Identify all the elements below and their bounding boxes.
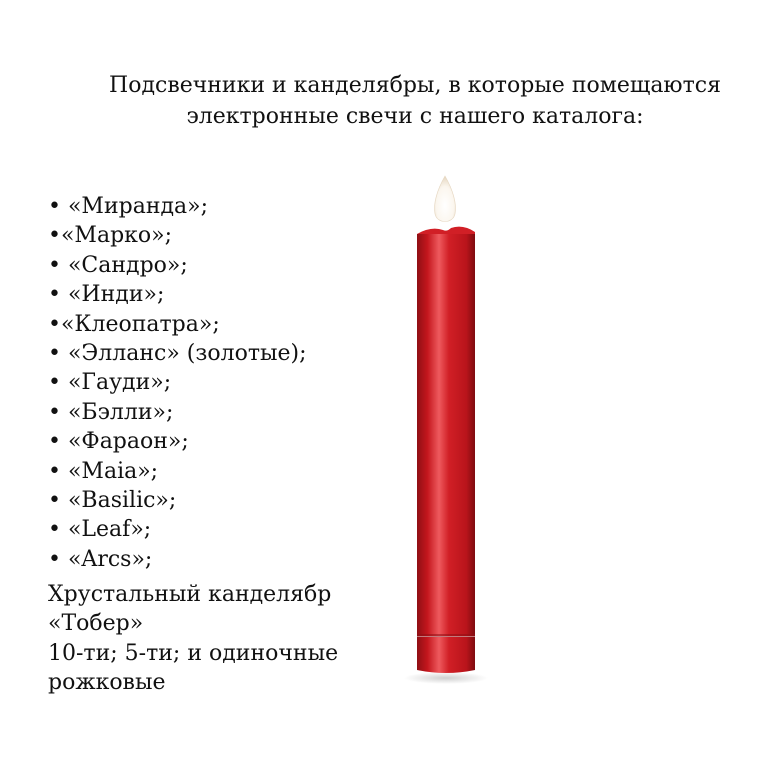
heading-line-2: электронные свечи с нашего каталога:: [186, 104, 644, 129]
candle-illustration: [395, 170, 495, 690]
page-heading: [100, 70, 730, 132]
list-item: • «Бэлли»;: [48, 399, 174, 425]
list-item: • «Элланс» (золотые);: [48, 341, 307, 367]
list-item: •«Клеопатра»;: [48, 311, 220, 337]
red-candle-image: [395, 170, 495, 690]
candlestick-list: [48, 192, 307, 574]
list-item: •«Марко»;: [48, 223, 173, 249]
footer-line-2: «Тобер»: [48, 611, 144, 637]
list-item: • «Leaf»;: [48, 517, 152, 543]
list-item: • «Arcs»;: [48, 546, 153, 572]
footer-line-3: 10-ти; 5-ти; и одиночные: [48, 640, 339, 666]
list-item: • «Миранда»;: [48, 194, 209, 219]
footer-line-4: рожковые: [48, 670, 166, 696]
flame-icon: [434, 176, 455, 222]
candle-base: [417, 637, 475, 673]
footer-line-1: Хрустальный канделябр: [48, 582, 332, 607]
candle-shadow: [404, 672, 488, 684]
candle-base-ring: [417, 634, 475, 637]
heading-line-1: Подсвечники и канделябры, в которые помещаются: [109, 73, 721, 98]
list-item: • «Гауди»;: [48, 370, 172, 396]
list-item: • «Maia»;: [48, 458, 159, 484]
crystal-candelabra-note: [48, 580, 358, 698]
list-item: • «Фараон»;: [48, 429, 189, 455]
list-item: • «Инди»;: [48, 282, 165, 308]
list-item: • «Сандро»;: [48, 252, 188, 278]
candle-body: [417, 234, 475, 636]
list-item: • «Basilic»;: [48, 488, 177, 514]
